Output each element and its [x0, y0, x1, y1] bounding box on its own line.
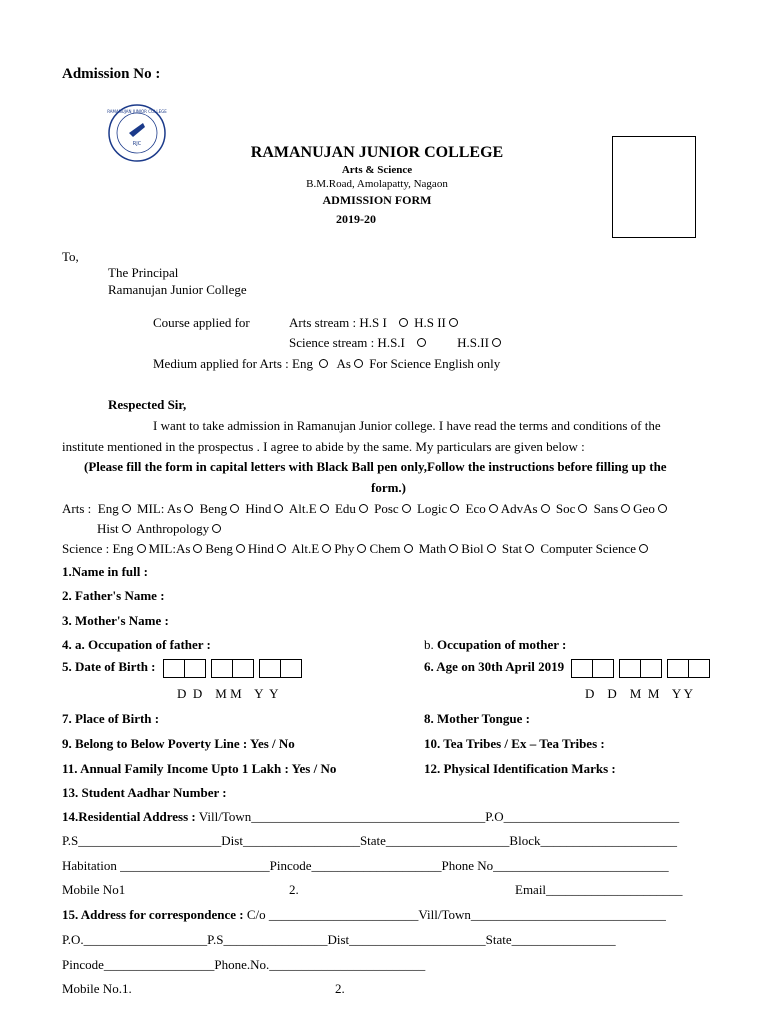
- radio-sci-eng[interactable]: [137, 544, 146, 553]
- field-father: 2. Father's Name :: [62, 588, 165, 603]
- subject-label: Stat: [501, 541, 523, 556]
- science-hs2-label: H.S.II: [457, 335, 489, 350]
- subject-label: Soc: [555, 501, 576, 516]
- science-subjects-label: Science :: [62, 541, 110, 556]
- field-mother: 3. Mother's Name :: [62, 613, 169, 628]
- radio-arts-geo[interactable]: [658, 504, 667, 513]
- subject-label: Eng: [112, 541, 134, 556]
- letter-body1: I want to take admission in Ramanujan Junior college. I have read the terms and conditions of the: [153, 418, 661, 433]
- subject-label: Posc: [374, 501, 399, 516]
- dob-y2[interactable]: [280, 659, 302, 678]
- radio-science-hs2[interactable]: [492, 338, 501, 347]
- radio-arts-eng[interactable]: [122, 504, 131, 513]
- corr-mobile1-label: Mobile No.1.: [62, 981, 132, 996]
- to-label: To,: [62, 249, 79, 264]
- science-stream-row: [289, 335, 504, 351]
- subject-label: Geo: [633, 501, 655, 516]
- instruction-line2: form.): [371, 480, 407, 495]
- occ-father-num: 4. a: [62, 637, 82, 652]
- subject-label: Edu: [334, 501, 356, 516]
- age-label: 6. Age on 30th April 2019: [424, 659, 565, 675]
- field-aadhar: 13. Student Aadhar Number :: [62, 785, 227, 800]
- science-subjects-row: [62, 541, 651, 557]
- radio-arts-mil[interactable]: [184, 504, 193, 513]
- instruction-line1: (Please fill the form in capital letters with Black Ball pen only,Follow the instructions before filling up the: [84, 459, 667, 474]
- radio-arts-eco[interactable]: [489, 504, 498, 513]
- age-y2[interactable]: [688, 659, 710, 678]
- corr-address-line3: Pincode_________________Phone.No.________________________: [62, 957, 426, 972]
- session: 2019-20: [336, 212, 376, 226]
- corr-mobile2-label: 2.: [335, 981, 345, 996]
- radio-arts-edu[interactable]: [359, 504, 368, 513]
- radio-sci-beng[interactable]: [236, 544, 245, 553]
- radio-arts-advas[interactable]: [541, 504, 550, 513]
- corr-address-line2: P.O.___________________P.S________________Dist_____________________State________________: [62, 932, 616, 947]
- field-identification: 12. Physical Identification Marks :: [424, 761, 616, 776]
- medium-as-label: As: [336, 356, 351, 371]
- radio-arts-hist[interactable]: [122, 524, 131, 533]
- college-logo: [107, 103, 167, 163]
- corr-address-label: 15. Address for correspondence :: [62, 907, 244, 922]
- field-dob-row: [62, 659, 301, 678]
- field-bpl: 9. Belong to Below Poverty Line : Yes / No: [62, 736, 295, 751]
- res-address-row1: [62, 809, 679, 825]
- res-address-line1: Vill/Town____________________________________P.O___________________________: [195, 809, 680, 824]
- age-format: D D M M Y Y: [585, 686, 693, 701]
- logo-text: RAMANUJAN JUNIOR COLLEGE: [107, 109, 167, 114]
- salutation: Respected Sir,: [108, 397, 187, 412]
- occ-mother-label: Occupation of mother :: [437, 637, 567, 652]
- form-title: ADMISSION FORM: [322, 193, 432, 207]
- field-age-row: [424, 659, 709, 678]
- dob-label: 5. Date of Birth :: [62, 659, 156, 675]
- dob-y1[interactable]: [259, 659, 281, 678]
- radio-sci-chem[interactable]: [404, 544, 413, 553]
- subject-label: Alt.E: [288, 501, 317, 516]
- radio-arts-soc[interactable]: [578, 504, 587, 513]
- mobile2-label: 2.: [289, 882, 299, 897]
- radio-arts-posc[interactable]: [402, 504, 411, 513]
- age-d1[interactable]: [571, 659, 593, 678]
- medium-note: For Science English only: [369, 356, 501, 371]
- radio-arts-anthropology[interactable]: [212, 524, 221, 533]
- medium-label: Medium applied for Arts : Eng: [153, 356, 313, 371]
- dob-d1[interactable]: [163, 659, 185, 678]
- field-place-of-birth: 7. Place of Birth :: [62, 711, 160, 726]
- radio-sci-math[interactable]: [449, 544, 458, 553]
- radio-arts-beng[interactable]: [230, 504, 239, 513]
- college-name: RAMANUJAN JUNIOR COLLEGE: [250, 144, 504, 161]
- occ-mother-b: b.: [424, 637, 434, 652]
- age-m2[interactable]: [640, 659, 662, 678]
- addressee-line2: Ramanujan Junior College: [108, 282, 247, 297]
- dob-m2[interactable]: [232, 659, 254, 678]
- occ-father-label: . Occupation of father :: [81, 637, 211, 652]
- age-d2[interactable]: [592, 659, 614, 678]
- radio-arts-hs2[interactable]: [449, 318, 458, 327]
- radio-sci-alte[interactable]: [322, 544, 331, 553]
- field-income: 11. Annual Family Income Upto 1 Lakh : Yes / No: [62, 761, 337, 776]
- field-occ-father-row: [62, 637, 211, 653]
- age-m1[interactable]: [619, 659, 641, 678]
- field-mother-tongue: 8. Mother Tongue :: [424, 711, 530, 726]
- radio-medium-eng[interactable]: [319, 359, 328, 368]
- radio-sci-biol[interactable]: [487, 544, 496, 553]
- svg-text:RJC: RJC: [132, 141, 142, 147]
- radio-arts-alte[interactable]: [320, 504, 329, 513]
- subject-label: Hind: [247, 541, 274, 556]
- dob-d2[interactable]: [184, 659, 206, 678]
- radio-sci-computer[interactable]: [639, 544, 648, 553]
- subject-label: Phy: [334, 541, 355, 556]
- mobile1-label: Mobile No1: [62, 882, 126, 897]
- res-address-line2: P.S______________________Dist__________________State___________________Block_____________________: [62, 833, 677, 848]
- subject-label: Logic: [416, 501, 448, 516]
- radio-medium-as[interactable]: [354, 359, 363, 368]
- arts-stream-row: [289, 315, 461, 331]
- age-y1[interactable]: [667, 659, 689, 678]
- subject-label: Biol: [461, 541, 484, 556]
- subject-label: AdvAs: [500, 501, 538, 516]
- college-address: B.M.Road, Amolapatty, Nagaon: [306, 178, 448, 190]
- addressee-line1: The Principal: [108, 265, 179, 280]
- radio-sci-hind[interactable]: [277, 544, 286, 553]
- corr-address-row1: [62, 907, 666, 923]
- subject-label: MIL:As: [148, 541, 191, 556]
- field-tea-tribes: 10. Tea Tribes / Ex – Tea Tribes :: [424, 736, 605, 751]
- arts-subjects-row: [62, 501, 670, 517]
- subject-label: Chem: [369, 541, 401, 556]
- radio-arts-hind[interactable]: [274, 504, 283, 513]
- subject-label: MIL: As: [136, 501, 182, 516]
- arts-subjects-label: Arts :: [62, 501, 92, 516]
- letter-body2: institute mentioned in the prospectus . I agree to abide by the same. My particulars are given below :: [62, 439, 585, 454]
- subject-label: Eng: [97, 501, 119, 516]
- radio-arts-hs1[interactable]: [399, 318, 408, 327]
- subject-label: Beng: [199, 501, 228, 516]
- radio-sci-phy[interactable]: [357, 544, 366, 553]
- photo-box[interactable]: [612, 136, 696, 238]
- arts-stream-label: Arts stream : H.S I: [289, 315, 387, 330]
- subject-label: Beng: [205, 541, 233, 556]
- dob-m1[interactable]: [211, 659, 233, 678]
- res-address-line3: Habitation _______________________Pincode____________________Phone No___________________________: [62, 858, 669, 873]
- arts-hs2-label: H.S II: [414, 315, 446, 330]
- subject-label: Anthropology: [136, 521, 210, 536]
- subject-label: Hist: [97, 521, 119, 536]
- res-address-label: 14.Residential Address :: [62, 809, 196, 824]
- admission-no-label: Admission No :: [62, 66, 161, 82]
- field-occ-mother-row: [424, 637, 566, 653]
- dob-format: D D M M Y Y: [177, 686, 279, 701]
- radio-arts-logic[interactable]: [450, 504, 459, 513]
- course-label: Course applied for: [153, 315, 250, 330]
- subject-label: Alt.E: [291, 541, 320, 556]
- radio-sci-stat[interactable]: [525, 544, 534, 553]
- field-name: 1.Name in full :: [62, 564, 148, 579]
- subject-label: Computer Science: [540, 541, 637, 556]
- subject-label: Eco: [465, 501, 486, 516]
- radio-sci-mil[interactable]: [193, 544, 202, 553]
- subject-label: Sans: [593, 501, 619, 516]
- college-stream: Arts & Science: [341, 164, 413, 176]
- radio-science-hs1[interactable]: [417, 338, 426, 347]
- arts-subjects-row2: [97, 521, 224, 537]
- science-stream-label: Science stream : H.S.I: [289, 335, 405, 350]
- email-label: Email_____________________: [515, 882, 683, 897]
- radio-arts-sans[interactable]: [621, 504, 630, 513]
- medium-row: [153, 356, 500, 372]
- subject-label: Hind: [245, 501, 272, 516]
- subject-label: Math: [418, 541, 447, 556]
- corr-address-line1: C/o _______________________Vill/Town______________________________: [243, 907, 666, 922]
